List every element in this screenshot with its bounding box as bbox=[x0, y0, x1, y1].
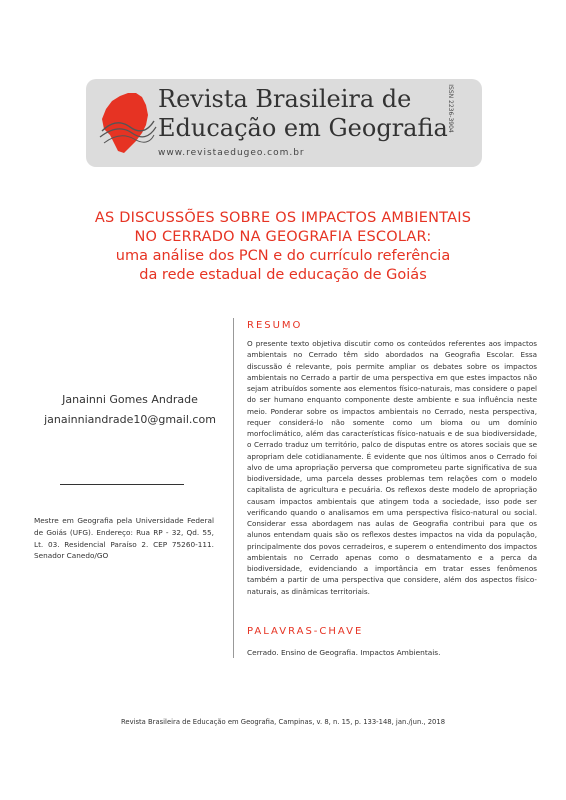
issn-label: ISSN 2236-3904 bbox=[446, 84, 454, 133]
author-block bbox=[30, 390, 230, 430]
author-divider bbox=[60, 484, 184, 485]
footer-citation: Revista Brasileira de Educação em Geografia, Campinas, v. 8, n. 15, p. 133-148, jan./jun., 2018 bbox=[120, 718, 446, 726]
title-line: AS DISCUSSÕES SOBRE OS IMPACTOS AMBIENTAIS bbox=[94, 210, 472, 226]
journal-url[interactable]: www.revistaedugeo.com.br bbox=[158, 148, 305, 158]
author-email[interactable]: janainniandrade10@gmail.com bbox=[44, 413, 216, 426]
journal-title-line2: Educação em Geografia bbox=[158, 114, 448, 142]
abstract-text: O presente texto objetiva discutir como os conteúdos referentes aos impactos ambientais no Cerrado têm sido abordados na Geografia Escolar. Essa discussão é relevante, pois permite ampliar os debates sobre os impactos ambientais no Cerrado a partir de uma perspectiva em que estes impactos não sejam atribuídos somente aos elementos físico-naturais, mas considere o papel do ser humano enquanto componente deste ambiente e sua influência neste meio. Ponderar sobre os impactos ambientais no Cerrado, nesta perspectiva, requer considerá-lo não somente como um bioma ou um domínio morfoclimático, além das características físico-natuais e de sua biodiversidade, o Cerrado traduz um território, palco de disputas entre os atores sociais que se apropriam dele cotidianamente. É evidente que nos últimos anos o Cerrado foi alvo de uma apropriação perversa que comprometeu parte significativa de sua biodiversidade, uma parcela desses problemas tem relações com o modelo capitalista de agricultura e pecuária. Os reflexos deste modelo de apropriação causam impactos ambientais que atingem toda a sociedade, isso pode ser verificando quando o analisamos em uma perspectiva físico-natural ou social. Considerar essa abordagem nas aulas de Geografia contribui para que os alunos entendam quais são os reflexos destes impactos na vida da população, principalmente dos povos cerradeiros, e superem o entendimento dos impactos ambientais no Cerrado apenas como o desmatamento e a perca da biodiversidade, evidenciando a importância em tratar esses fenômenos também a partir de uma perspectiva que considere, além dos aspectos físico-naturais, as dinâmicas territoriais. bbox=[247, 339, 537, 596]
subtitle-line: uma análise dos PCN e do currículo referência bbox=[115, 248, 451, 264]
article-title bbox=[40, 209, 526, 285]
author-affiliation: Mestre em Geografia pela Universidade Federal de Goiás (UFG). Endereço: Rua RP - 32, Qd. 55, Lt. 03. Residencial Paraíso 2. CEP 75260-111. Senador Canedo/GO bbox=[34, 516, 214, 561]
subtitle-line: da rede estadual de educação de Goiás bbox=[139, 267, 427, 283]
title-line: NO CERRADO NA GEOGRAFIA ESCOLAR: bbox=[134, 229, 432, 245]
keywords-text: Cerrado. Ensino de Geografia. Impactos Ambientais. bbox=[247, 648, 441, 657]
journal-logo bbox=[96, 87, 158, 159]
author-name: Janainni Gomes Andrade bbox=[62, 393, 198, 406]
journal-title-line1: Revista Brasileira de bbox=[158, 85, 412, 113]
column-divider bbox=[233, 318, 234, 658]
abstract-heading: RESUMO bbox=[247, 320, 303, 331]
keywords-heading: PALAVRAS-CHAVE bbox=[247, 626, 364, 637]
journal-banner bbox=[86, 79, 482, 167]
